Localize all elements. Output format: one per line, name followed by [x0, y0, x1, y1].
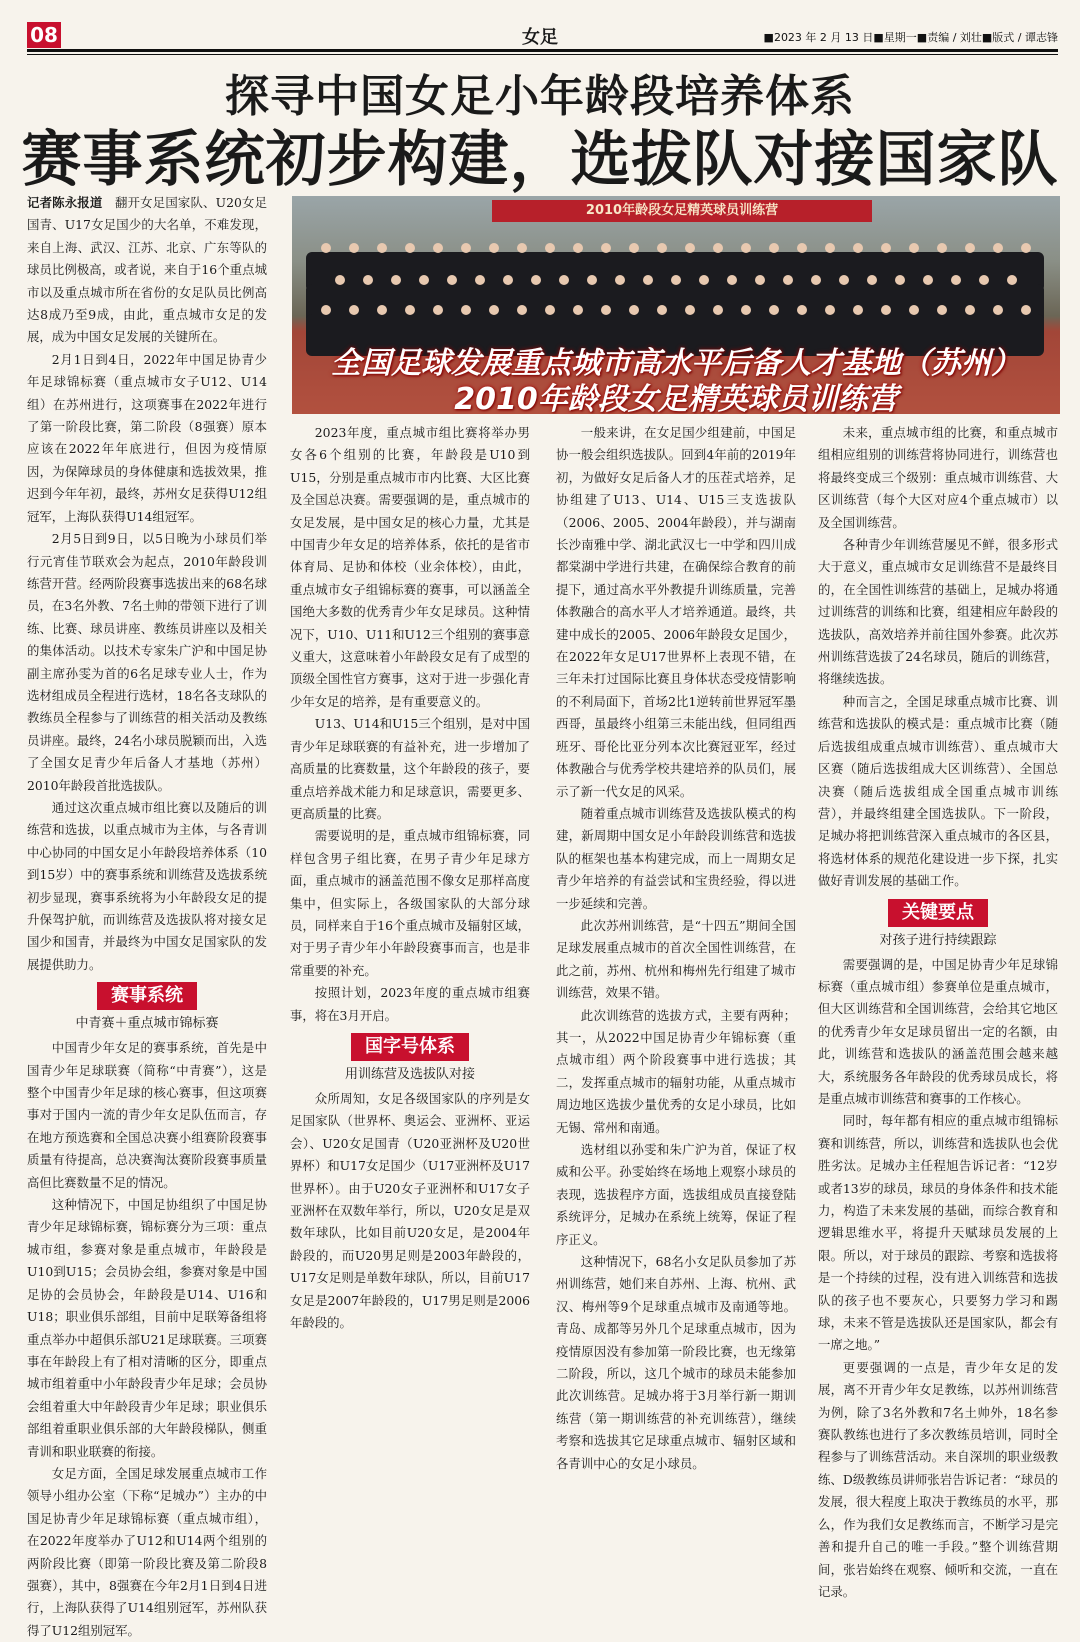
paragraph: 通过这次重点城市组比赛以及随后的训练营和选拔，以重点城市为主体，与各青训中心协同的中国女足小年龄段培养体系（10到15岁）中的赛事系统和训练营及选拔系统初步显现，赛事系统将为小年龄段女足的提升保驾护航，而训练营及选拔队将对接女足国少和国青，并最终为中国女足国家队的发展提供助力。 — [27, 799, 267, 972]
byline: 记者陈永报道 — [27, 195, 103, 210]
paragraph: 各种青少年训练营屡见不鲜，很多形式大于意义，重点城市女足训练营不是最终目的，在全国性训练营的基础上，足城办将通过训练营的训练和比赛，组建相应年龄段的选拔队，高效培养并前往国外参赛。此次苏州训练营选拔了24名球员，随后的训练营，将继续选拔。 — [818, 537, 1058, 687]
section-subheading: 对孩子进行持续跟踪 — [879, 932, 997, 948]
section-title: 女足 — [522, 27, 558, 48]
photo-caption-line1: 全国足球发展重点城市高水平后备人才基地（苏州） — [331, 346, 1021, 381]
paragraph: 种而言之，全国足球重点城市比赛、训练营和选拔队的模式是：重点城市比赛（随后选拔组成重点城市训练营）、重点城市大区赛（随后选拔组成大区训练营）、全国总决赛（随后选拔组成全国重点城市训练营），并最终组建全国选拔队。下一阶段，足城办将把训练营深入重点城市的各区县，将选材体系的规范化建设进一步下探，扎实做好青训发展的基础工作。 — [818, 693, 1058, 889]
article-column-4 — [818, 422, 1058, 1599]
paragraph: 2月1日到4日，2022年中国足协青少年足球锦标赛（重点城市女子U12、U14组）在苏州进行，这项赛事在2022年进行了第一阶段比赛，第二阶段（8强赛）原本应该在2022年年底进行，但因为疫情原因，为保障球员的身体健康和选拔效果，推迟到今年年初，最终，苏州女足获得U12组冠军，上海队获得U14组冠军。 — [27, 351, 267, 524]
paragraph: 未来，重点城市组的比赛，和重点城市组相应组别的训练营将协同进行，训练营也将最终变成三个级别：重点城市训练营、大区训练营（每个大区对应4个重点城市）以及全国训练营。 — [818, 425, 1058, 530]
paragraph: 此次苏州训练营，是“十四五”期间全国足球发展重点城市的首次全国性训练营，在此之前，苏州、杭州和梅州先行组建了城市训练营，效果不错。 — [556, 917, 796, 1001]
section-heading: 赛事系统 — [97, 982, 197, 1010]
photo-caption-line2: 2010年龄段女足精英球员训练营 — [454, 382, 898, 414]
paragraph: 众所周知，女足各级国家队的序列是女足国家队（世界杯、奥运会、亚洲杯、亚运会）、U20女足国青（U20亚洲杯及U20世界杯）和U17女足国少（U17亚洲杯及U17世界杯）。由于U20女子亚洲杯和U17女子亚洲杯在双数年举行，所以，U20女足是双数年球队，比如目前U20女足，是2004年龄段的，而U20男足则是2003年龄段的，U17女足则是单数年球队，所以，目前U17女足是2007年龄段的，U17男足则是2006年龄段的。 — [290, 1090, 530, 1331]
paragraph: 需要说明的是，重点城市组锦标赛，同样包含男子组比赛，在男子青少年足球方面，重点城市的涵盖范围不像女足那样高度集中，但实际上，各级国家队的大部分球员，同样来自于16个重点城市及辐射区域，对于男子青少年小年龄段赛事而言，也是非常重要的补充。 — [290, 828, 530, 978]
section-heading-box — [27, 982, 267, 1010]
lead-paragraph: 翻开女足国家队、U20女足国青、U17女足国少的大名单，不难发现，来自上海、武汉、江苏、北京、广东等队的球员比例极高，或者说，来自于16个重点城市以及重点城市所在省份的女足队员比例高达8成乃至9成，由此，重点城市女足的发展，成为中国女足发展的关键所在。 — [27, 195, 267, 345]
main-headline: 赛事系统初步构建，选拔队对接国家队 — [21, 125, 1059, 195]
issue-info: ■2023 年 2 月 13 日■星期一■责编 / 刘壮■版式 / 谭志锋 — [763, 31, 1058, 44]
section-heading: 国字号体系 — [351, 1033, 469, 1061]
paragraph: 2月5日到9日，以5日晚为小球员们举行元宵佳节联欢会为起点，2010年龄段训练营开营。经两阶段赛事选拔出来的68名球员，在3名外教、7名土帅的带领下进行了训练、比赛、球员讲座、教练员讲座以及相关的集体活动。以技术专家朱广沪和中国足协副主席孙雯为首的6名足球专业人士，作为选材组成员全程进行选材，18名各支球队的教练员全程参与了训练营的相关活动及教练员讲座。最终，24名小球员脱颖而出，入选了全国女足青少年后备人才基地（苏州）2010年龄段首批选拔队。 — [27, 531, 267, 793]
kicker-headline: 探寻中国女足小年龄段培养体系 — [225, 71, 855, 122]
paragraph: 这种情况下，中国足协组织了中国足协青少年足球锦标赛，锦标赛分为三项：重点城市组，参赛对象是重点城市，年龄段是U10到U15；会员协会组，参赛对象是中国足协的会员协会，年龄段是U14、U16和U18；职业俱乐部组，目前中足联筹备组将重点举办中超俱乐部U21足球联赛。三项赛事在年龄段上有了相对清晰的区分，即重点城市组着重中小年龄段青少年足球；会员协会组着重大中年龄段青少年足球；职业俱乐部组着重职业俱乐部的大年龄段梯队，侧重青训和职业联赛的衔接。 — [27, 1197, 267, 1459]
paragraph: 同时，每年都有相应的重点城市组锦标赛和训练营，所以，训练营和选拔队也会优胜劣汰。足城办主任程旭告诉记者：“12岁或者13岁的球员，球员的身体条件和技术能力，构造了未来发展的基础，而综合教育和逻辑思维水平，将提升天赋球员发展的上限。所以，对于球员的跟踪、考察和选拔将是一个持续的过程，没有进入训练营和选拔队的孩子也不要灰心，只要努力学习和踢球，未来不管是选拔队还是国家队，都会有一席之地。” — [818, 1113, 1058, 1353]
section-subheading: 中青赛＋重点城市锦标赛 — [75, 1016, 219, 1032]
paragraph: 随着重点城市训练营及选拔队模式的构建，新周期中国女足小年龄段训练营和选拔队的框架也基本构建完成，而上一周期女足青少年培养的有益尝试和宝贵经验，得以进一步延续和完善。 — [556, 805, 796, 911]
paragraph: 一般来讲，在女足国少组建前，中国足协一般会组织选拔队。回到4年前的2019年初，为做好女足后备人才的压茬式培养，足协组建了U13、U14、U15三支选拔队（2006、2005、2004年龄段），并与湖南长沙南雅中学、湖北武汉七一中学和四川成都棠湖中学进行共建，在确保综合教育的前提下，通过高水平外教提升训练质量，完善体教融合的高水平人才培养通道。最终，共建中成长的2005、2006年龄段女足国少，在2022年女足U17世界杯上表现不错，在三年未打过国际比赛且身体状态受疫情影响的不利局面下，首场2比1逆转前世界冠军墨西哥，虽最终小组第三未能出线，但同组西班牙、哥伦比亚分列本次比赛冠亚军，经过体教融合与优秀学校共建培养的队员们，展示了新一代女足的风采。 — [556, 425, 796, 799]
header-rule-thin — [27, 54, 1058, 55]
paragraph: 这种情况下，68名小女足队员参加了苏州训练营，她们来自苏州、上海、杭州、武汉、梅州等9个足球重点城市及南通等地。青岛、成都等另外几个足球重点城市，因为疫情原因没有参加第一阶段比赛，也无缘第二阶段，所以，这几个城市的球员未能参加此次训练营。足城办将于3月举行新一期训练营（第一期训练营的补充训练营），继续考察和选拔其它足球重点城市、辐射区域和各青训中心的女足小球员。 — [556, 1254, 796, 1471]
article-column-2 — [290, 422, 530, 1482]
section-heading-box — [818, 899, 1058, 927]
paragraph: 需要强调的是，中国足协青少年足球锦标赛（重点城市组）参赛单位是重点城市，但大区训练营和全国训练营，会给其它地区的优秀青少年女足球员留出一定的名额，由此，训练营和选拔队的涵盖范围会越来越大，系统服务各年龄段的优秀球员成长，将是重点城市训练营和赛事的工作核心。 — [818, 956, 1058, 1106]
article-column-3 — [556, 422, 796, 1482]
paragraph: 2023年度，重点城市组比赛将举办男女各6个组别的比赛，年龄段是U10到U15，分别是重点城市市内比赛、大区比赛及全国总决赛。需要强调的是，重点城市的女足发展，是中国女足的核心力量，尤其是中国青少年女足的培养体系，依托的是省市体育局、足协和体校（业余体校），由此，重点城市女子组锦标赛的赛事，可以涵盖全国绝大多数的优秀青少年女足球员。这种情况下，U10、U11和U12三个组别的赛事意义重大，这意味着小年龄段女足有了成型的顶级全国性官方赛事，这对于进一步强化青少年女足的培养，是有重要意义的。 — [290, 425, 530, 709]
team-photo — [292, 196, 1060, 414]
paragraph: 选材组以孙雯和朱广沪为首，保证了权威和公平。孙雯始终在场地上观察小球员的表现，选拔程序方面，选拔组成员直接登陆系统评分，足城办在系统上统筹，保证了程序正义。 — [556, 1142, 796, 1247]
article-column-1 — [27, 192, 267, 1638]
paragraph: 更要强调的一点是，青少年女足的发展，离不开青少年女足教练，以苏州训练营为例，除了3名外教和7名土帅外，18名参赛队教练也进行了多次教练员培训，同时全程参与了训练营活动。来自深圳的职业级教练、D级教练员讲师张岩告诉记者：“球员的发展，很大程度上取决于教练员的水平，那么，作为我们女足教练而言，不断学习是完善和提升自己的唯一手段。”整个训练营期间，张岩始终在观察、倾听和交流，一直在记录。 — [818, 1359, 1058, 1599]
paragraph: 女足方面，全国足球发展重点城市工作领导小组办公室（下称“足城办”）主办的中国足协青少年足球锦标赛（重点城市组），在2022年度举办了U12和U14两个组别的两阶段比赛（即第一阶段比赛及第二阶段8强赛），其中，8强赛在今年2月1日到4日进行，上海队获得了U14组别冠军，苏州队获得了U12组别冠军。 — [27, 1465, 267, 1638]
page-header — [0, 0, 1080, 56]
section-heading-box — [290, 1033, 530, 1061]
paragraph: 按照计划，2023年度的重点城市组赛事，将在3月开启。 — [290, 985, 530, 1023]
photo-banner: 2010年龄段女足精英球员训练营 — [492, 200, 872, 222]
paragraph: 中国青少年女足的赛事系统，首先是中国青少年足球联赛（简称“中青赛”），这是整个中国青少年足球的核心赛事，但这项赛事对于国内一流的青少年女足队伍而言，存在地方预选赛和全国总决赛小组赛阶段赛事质量有待提高，总决赛淘汰赛阶段赛事质量高但比赛数量不足的情况。 — [27, 1040, 267, 1190]
section-subheading: 用训练营及选拔队对接 — [344, 1066, 475, 1082]
section-heading: 关键要点 — [888, 899, 988, 927]
paragraph: 此次训练营的选拔方式，主要有两种；其一，从2022中国足协青少年锦标赛（重点城市组）两个阶段赛事中进行选拔；其二，发挥重点城市的辐射功能，从重点城市周边地区选拔少量优秀的女足小球员，比如无锡、常州和南通。 — [556, 1007, 796, 1135]
header-rule — [27, 49, 1058, 52]
paragraph: U13、U14和U15三个组别，是对中国青少年足球联赛的有益补充，进一步增加了高质量的比赛数量，这个年龄段的孩子，要重点培养战术能力和足球意识，需要更多、更高质量的比赛。 — [290, 716, 530, 821]
page-number: 08 — [27, 22, 61, 48]
